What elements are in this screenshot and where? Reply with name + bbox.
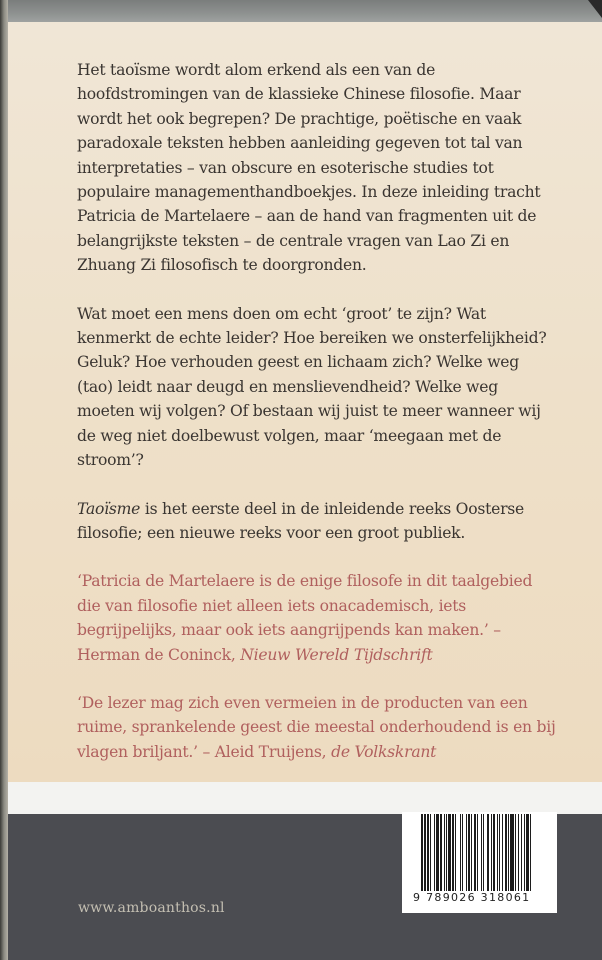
review-quote-coninck <box>77 569 557 667</box>
blurb-text <box>77 58 557 788</box>
blurb-paragraph-questions: Wat moet een mens doen om echt ‘groot’ te zijn? Wat kenmerkt de echte leider? Hoe bereiken we onsterfelijkheid? Geluk? Hoe verhouden geest en lichaam zich? Welke weg (tao) leidt naar deugd en menslievendheid? Welke weg moeten wij volgen? Of bestaan wij juist te meer wanneer wij de weg niet doelbewust volgen, maar ‘meegaan met de stroom’? <box>77 304 547 470</box>
blurb-paragraph-intro: Het taoïsme wordt alom erkend als een van de hoofdstromingen van de klassieke Chinese filosofie. Maar wordt het ook begrepen? De prachtige, poëtische en vaak paradoxale teksten hebben aanleiding gegeven tot tal van interpretaties – van obscure en esoterische studies tot populaire managementhandboekjes. In deze inleiding tracht Patricia de Martelaere – aan de hand van fragmenten uit de belangrijkste teksten – de centrale vragen van Lao Zi en Zhuang Zi filosofisch te doorgronden. <box>77 61 541 275</box>
book-spine-edge <box>0 0 8 960</box>
isbn-number <box>412 891 552 904</box>
publisher-url: www.amboanthos.nl <box>78 900 225 916</box>
barcode-bars-icon <box>421 814 539 898</box>
quote-text: ‘Patricia de Martelaere is de enige filosofe in dit taalgebied die van filosofie niet alleen iets onacademisch, iets begrijpelijks, maar ook iets aangrijpends kan maken.’ – Herman de Coninck, <box>77 572 533 664</box>
blurb-paragraph-series <box>77 497 557 546</box>
quote-source: de Volkskrant <box>331 742 437 761</box>
book-top-edge <box>0 0 602 22</box>
quote-text: ‘De lezer mag zich even vermeien in de producten van een ruime, sprankelende geest die meestal onderhoudend is en bij vlagen briljant.’ – Aleid Truijens, <box>77 693 556 761</box>
book-title-italic: Taoïsme <box>77 499 141 518</box>
review-quote-truijens <box>77 691 557 764</box>
series-text: is het eerste deel in de inleidende reeks Oosterse filosofie; een nieuwe reeks voor een groot publiek. <box>77 499 525 542</box>
isbn-barcode <box>402 812 557 913</box>
barcode-bar <box>530 814 531 898</box>
book-corner-shadow <box>588 0 602 18</box>
quote-source: Nieuw Wereld Tijdschrift <box>240 645 433 664</box>
isbn-digits: 9 789026 318061 <box>413 891 531 904</box>
